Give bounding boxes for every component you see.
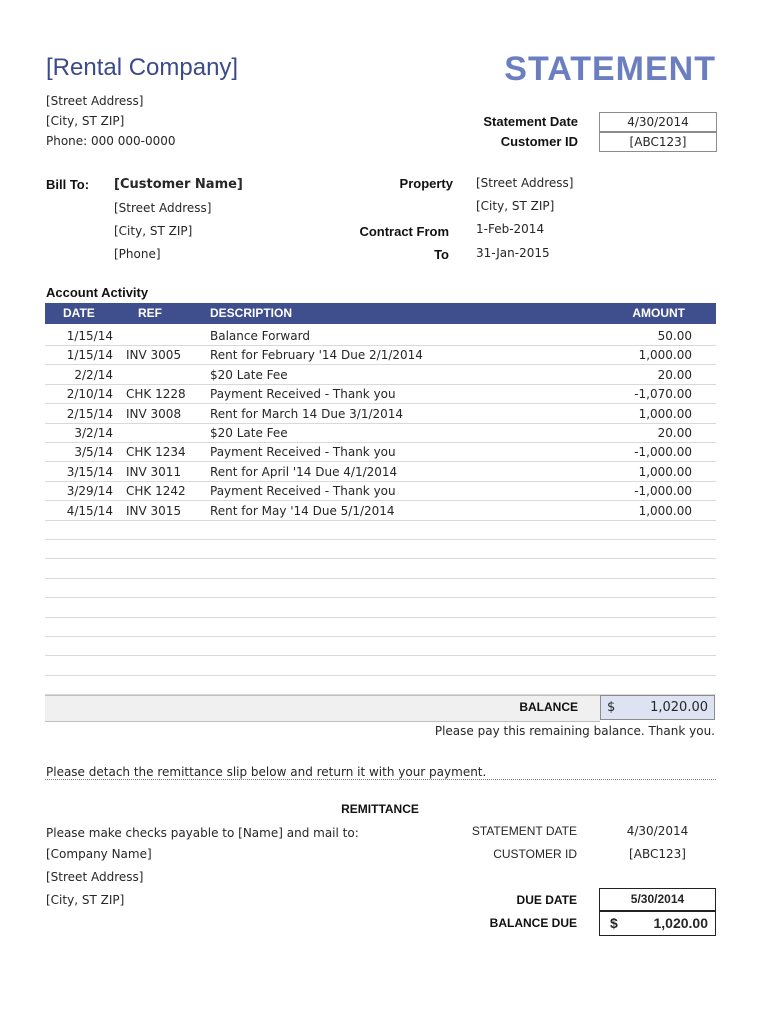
row-date: 2/15/14 [66,406,113,421]
table-row [45,617,716,637]
property-city: [City, ST ZIP] [476,199,555,213]
row-date: 1/15/14 [66,329,113,343]
row-description: Rent for April '14 Due 4/1/2014 [210,464,398,479]
balance-due-value: 1,020.00 [653,915,708,931]
due-date-label: DUE DATE [516,893,577,907]
table-row [45,559,716,579]
row-ref: INV 3011 [126,464,182,479]
row-ref: CHK 1234 [126,445,186,460]
table-row [45,578,716,598]
contract-from-label: Contract From [359,224,449,239]
balance-note: Please pay this remaining balance. Thank you. [434,724,715,738]
row-description: Payment Received - Thank you [210,387,396,402]
customer-city: [City, ST ZIP] [114,224,193,238]
row-date: 2/2/14 [74,367,113,382]
header-amount: AMOUNT [632,306,685,320]
contract-to-value: 31-Jan-2015 [476,246,550,260]
table-row [45,326,716,346]
bill-to-label: Bill To: [46,177,90,192]
header-description: DESCRIPTION [210,306,293,320]
table-row [45,345,716,365]
company-street: [Street Address] [46,94,144,108]
row-description: Rent for March 14 Due 3/1/2014 [210,406,404,421]
row-ref: INV 3015 [126,503,182,518]
customer-name: [Customer Name] [114,177,243,192]
customer-street: [Street Address] [114,201,212,215]
table-row [45,365,716,385]
table-row [45,636,716,656]
property-street: [Street Address] [476,176,574,190]
table-row [45,404,716,424]
property-label: Property [399,176,453,191]
row-amount: -1,000.00 [634,484,692,499]
table-row [45,462,716,482]
table-row [45,598,716,618]
statement-date-label: Statement Date [483,114,578,129]
balance-box [600,695,715,720]
company-city: [City, ST ZIP] [46,114,125,128]
balance-due-currency: $ [610,915,618,931]
due-date-value: 5/30/2014 [630,892,685,906]
company-phone: Phone: 000 000-0000 [46,134,176,148]
row-description: Rent for May '14 Due 5/1/2014 [210,503,395,518]
table-row [45,656,716,676]
row-ref: INV 3005 [126,348,182,363]
due-date-box [599,888,716,911]
detach-divider [45,779,716,780]
header-ref: REF [138,306,162,320]
remittance-city: [City, ST ZIP] [46,893,125,907]
row-date: 3/15/14 [66,464,113,479]
remittance-customer-id-label: CUSTOMER ID [493,847,577,861]
row-ref: CHK 1242 [126,484,186,499]
balance-amount: 1,020.00 [650,700,708,715]
row-description: Rent for February '14 Due 2/1/2014 [210,348,423,363]
row-date: 3/2/14 [74,426,113,440]
row-amount: 1,000.00 [638,348,692,363]
table-row [45,481,716,501]
remittance-company: [Company Name] [46,847,152,861]
row-amount: 20.00 [657,426,692,440]
row-description: Balance Forward [210,329,310,343]
row-date: 1/15/14 [66,348,113,363]
detach-note: Please detach the remittance slip below and return it with your payment. [46,765,487,779]
table-row [45,539,716,559]
row-amount: 20.00 [657,367,692,382]
balance-label: BALANCE [519,700,578,714]
balance-currency: $ [607,700,616,715]
customer-id-label: Customer ID [500,134,578,149]
account-activity-title: Account Activity [46,285,149,300]
customer-id-value: [ABC123] [599,132,717,152]
row-amount: 1,000.00 [638,464,692,479]
table-row [45,384,716,404]
row-amount: 1,000.00 [638,406,692,421]
row-date: 2/10/14 [66,387,113,402]
remittance-street: [Street Address] [46,870,144,884]
row-amount: -1,000.00 [634,445,692,460]
activity-table-header [45,303,716,324]
table-row [45,501,716,521]
row-date: 3/5/14 [74,445,113,460]
remittance-statement-date-label: STATEMENT DATE [471,824,577,838]
company-name: [Rental Company] [46,54,239,81]
table-row [45,442,716,462]
remittance-payable-note: Please make checks payable to [Name] and mail to: [46,826,359,840]
row-description: Payment Received - Thank you [210,484,396,499]
row-amount: 1,000.00 [638,503,692,518]
row-description: $20 Late Fee [210,426,288,440]
contract-from-value: 1-Feb-2014 [476,222,545,236]
remittance-statement-date: 4/30/2014 [626,824,689,838]
table-row [45,423,716,443]
customer-phone: [Phone] [114,247,161,261]
remittance-customer-id: [ABC123] [629,847,686,861]
contract-to-label: To [434,247,449,262]
row-amount: -1,070.00 [634,387,692,402]
table-row [45,675,716,695]
row-date: 4/15/14 [66,503,113,518]
balance-due-label: BALANCE DUE [489,916,577,930]
table-row [45,520,716,540]
row-description: Payment Received - Thank you [210,445,396,460]
row-description: $20 Late Fee [210,367,288,382]
remittance-title: REMITTANCE [341,802,419,816]
row-ref: CHK 1228 [126,387,186,402]
row-date: 3/29/14 [66,484,113,499]
row-amount: 50.00 [657,329,692,343]
document-title: STATEMENT [504,50,716,88]
statement-date-value: 4/30/2014 [599,112,717,132]
row-ref: INV 3008 [126,406,182,421]
balance-due-box [599,911,716,936]
header-date: DATE [63,306,95,320]
